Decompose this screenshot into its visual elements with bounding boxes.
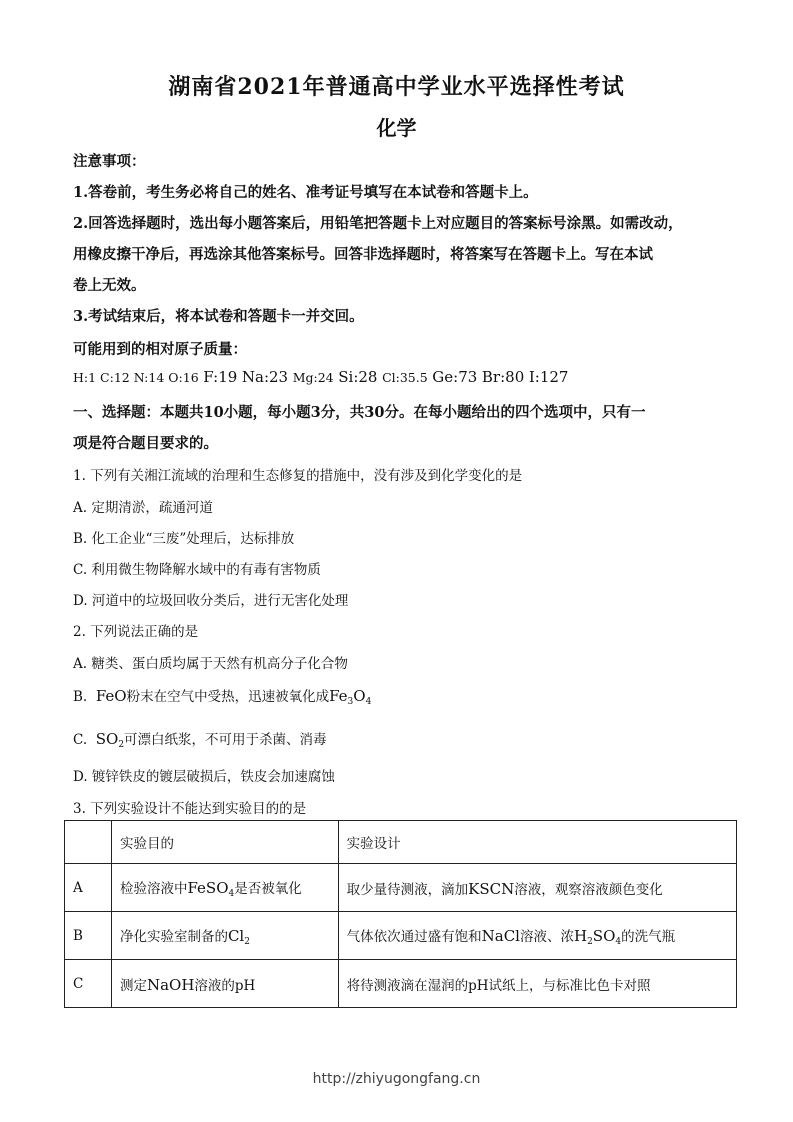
- atomic-mass-cl: Cl:35.5: [382, 370, 428, 385]
- atomic-mass-heading: 可能用到的相对原子质量：: [73, 341, 247, 358]
- row-label: A: [65, 864, 112, 912]
- option-c-prefix: C.: [73, 732, 88, 748]
- table-row: [65, 960, 737, 1008]
- question-3-stem: 3. 下列实验设计不能达到实验目的的是: [73, 801, 307, 817]
- notice-item-2-line-2: 用橡皮擦干净后，再选涂其他答案标号。回答非选择题时，将答案写在答题卡上。写在本试: [73, 246, 653, 263]
- section-1-line-2: 项是符合题目要求的。: [73, 435, 218, 452]
- question-2-option-b: [73, 685, 371, 707]
- table-row: [65, 912, 737, 960]
- footer-url[interactable]: http://zhiyugongfang.cn: [312, 1071, 481, 1087]
- table-header-row: [65, 821, 737, 864]
- row-design: 气体依次通过盛有饱和NaCl溶液、浓$H_2SO_4$的洗气瓶: [338, 912, 736, 960]
- row-purpose: 检验溶液中FeSO$_4$是否被氧化: [111, 864, 338, 912]
- table-row: [65, 864, 737, 912]
- notice-item-2-line-1: 2.回答选择题时，选出每小题答案后，用铅笔把答题卡上对应题目的答案标号涂黑。如需改动，: [73, 215, 683, 232]
- row-purpose: 测定NaOH溶液的pH: [111, 960, 338, 1008]
- notice-heading: 注意事项：: [73, 153, 146, 170]
- option-c-text: 可漂白纸浆，不可用于杀菌、消毒: [124, 732, 327, 748]
- atomic-mass-ge: Ge:73: [432, 368, 478, 386]
- row-design: 将待测液滴在湿润的pH试纸上，与标准比色卡对照: [338, 960, 736, 1008]
- row-purpose: 净化实验室制备的$Cl_2$: [111, 912, 338, 960]
- option-b-prefix: B.: [73, 689, 88, 705]
- atomic-mass-h-c-n-o: H:1 C:12 N:14 O:16: [73, 370, 199, 385]
- atomic-mass-i: I:127: [528, 368, 569, 386]
- table-header-cell: 实验设计: [338, 821, 736, 864]
- atomic-mass-mg: Mg:24: [292, 370, 334, 385]
- notice-item-2-line-3: 卷上无效。: [73, 277, 146, 294]
- experiment-table: [64, 820, 737, 1008]
- formula-feo: FeO: [95, 687, 127, 705]
- question-1-option-b: B. 化工企业“三废”处理后，达标排放: [73, 531, 295, 547]
- formula-so2: $SO_2$: [95, 730, 125, 750]
- question-2-option-d: D. 镀锌铁皮的镀层破损后，铁皮会加速腐蚀: [73, 769, 335, 785]
- question-2-stem: 2. 下列说法正确的是: [73, 624, 199, 640]
- question-2-option-c: [73, 728, 327, 750]
- row-label: C: [65, 960, 112, 1008]
- section-1-line-1: 一、选择题：本题共10小题，每小题3分，共30分。在每小题给出的四个选项中，只有一: [73, 404, 646, 421]
- formula-fe3o4: $Fe_3O_4$: [329, 687, 372, 707]
- question-1-stem: 1. 下列有关湘江流域的治理和生态修复的措施中，没有涉及到化学变化的是: [73, 468, 523, 484]
- atomic-mass-list: [73, 368, 568, 386]
- atomic-mass-f: F:19: [203, 368, 238, 386]
- notice-item-3: 3.考试结束后，将本试卷和答题卡一并交回。: [73, 308, 364, 325]
- option-b-text: 粉末在空气中受热，迅速被氧化成: [126, 689, 330, 705]
- question-1-option-d: D. 河道中的垃圾回收分类后，进行无害化处理: [73, 593, 349, 609]
- exam-title: 湖南省2021年普通高中学业水平选择性考试: [168, 74, 625, 100]
- atomic-mass-br: Br:80: [481, 368, 525, 386]
- subject-title: 化学: [376, 116, 417, 140]
- row-label: B: [65, 912, 112, 960]
- question-1-option-c: C. 利用微生物降解水域中的有毒有害物质: [73, 562, 321, 578]
- atomic-mass-si: Si:28: [338, 368, 378, 386]
- atomic-mass-na: Na:23: [241, 368, 289, 386]
- table-header-cell: 实验目的: [111, 821, 338, 864]
- question-2-option-a: A. 糖类、蛋白质均属于天然有机高分子化合物: [73, 656, 348, 672]
- table-header-cell: [65, 821, 112, 864]
- question-1-option-a: A. 定期清淤，疏通河道: [73, 500, 213, 516]
- notice-item-1: 1.答卷前，考生务必将自己的姓名、准考证号填写在本试卷和答题卡上。: [73, 184, 538, 201]
- row-design: 取少量待测液，滴加KSCN溶液，观察溶液颜色变化: [338, 864, 736, 912]
